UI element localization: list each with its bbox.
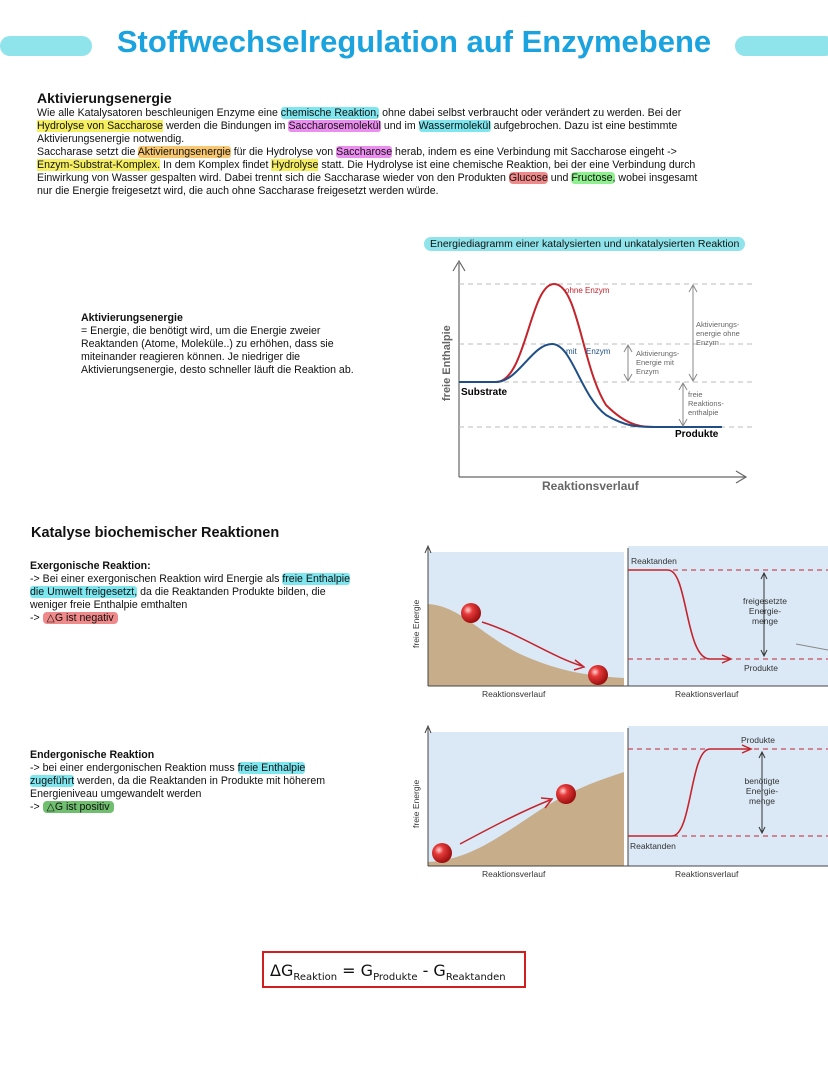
definition-line: miteinander reagieren können. Je niedriger die xyxy=(81,351,301,363)
y-axis-label: freie Enthalpie xyxy=(441,325,453,401)
endergonic-label-reaktanden: Reaktanden xyxy=(630,841,676,851)
ball-reactant xyxy=(461,603,481,623)
endergonic-x-label-right: Reaktionsverlauf xyxy=(675,869,739,879)
badge-dg-negativ: △G ist negativ xyxy=(43,612,118,624)
energy-diagram-title: Energiediagramm einer katalysierten und unkatalysierten Reaktion xyxy=(424,234,745,252)
label-enzym: Enzym xyxy=(586,347,611,356)
anno-mit-line: Aktivierungs- xyxy=(636,349,680,358)
page-title: Stoffwechselregulation auf Enzymebene xyxy=(116,24,712,59)
definition-block xyxy=(81,312,401,377)
highlight-hydrolyse: Hydrolyse von Saccharose xyxy=(37,120,164,132)
highlight-saccharose: Saccharose xyxy=(336,146,393,158)
exergonic-x-label: Reaktionsverlauf xyxy=(482,689,546,699)
label-produkte: Produkte xyxy=(675,429,719,440)
anno-ohne-line: Enzym xyxy=(696,338,719,347)
definition-line: = Energie, die benötigt wird, um die Energie zweier xyxy=(81,325,321,337)
highlight-freie-enthalpie-2: freie Enthalpie xyxy=(237,762,306,774)
definition-heading: Aktivierungsenergie xyxy=(81,312,183,324)
highlight-hydrolyse-2: Hydrolyse xyxy=(271,159,319,171)
definition-line: Aktivierungsenergie, desto schneller läuft die Reaktion ab. xyxy=(81,364,354,376)
exergonic-text: Exergonische Reaktion: -> Bei einer exergonischen Reaktion wird Energie als freie Enthalpie die Umwelt freigesetzt, da die Reaktanden Produkte bilden, die weniger freie Enthalpie emthalten -> △G ist negativ xyxy=(30,560,400,625)
section-heading-katalyse: Katalyse biochemischer Reaktionen xyxy=(31,525,280,541)
exergonic-anno-line: Energie- xyxy=(748,606,782,616)
highlight-saccharosemolekuel: Saccharosemolekül xyxy=(288,120,381,132)
gibbs-formula-box: $\Delta G_{Reaktion} = G_{Produkte} - G_{Reaktanden}$ xyxy=(262,951,526,988)
exergonic-label-reaktanden: Reaktanden xyxy=(631,556,677,566)
endergonic-anno-line: menge xyxy=(749,796,775,806)
anno-ohne-line: Aktivierungs- xyxy=(696,320,740,329)
highlight-chemische-reaktion: chemische Reaktion, xyxy=(280,107,380,119)
section-heading-aktivierungsenergie: Aktivierungsenergie xyxy=(37,90,172,106)
anno-mit-line: Enzym xyxy=(636,367,659,376)
exergonic-panels xyxy=(410,544,828,704)
exergonic-x-label-right: Reaktionsverlauf xyxy=(675,689,739,699)
exergonic-anno-line: freigesetzte xyxy=(743,596,787,606)
endergonic-text: Endergonische Reaktion -> bei einer endergonischen Reaktion muss freie Enthalpie zugeführt werden, da die Reaktanden in Produkte mit höherem Energieniveau umgewandelt werden -> △G ist positiv xyxy=(30,749,400,814)
endergonic-y-label: freie Energie xyxy=(411,779,421,828)
highlight-umwelt-freigesetzt: die Umwelt freigesetzt, xyxy=(30,586,138,598)
highlight-wassermolekuel: Wassermolekül xyxy=(418,120,491,132)
anno-frei-line: freie xyxy=(688,390,703,399)
label-ohne-enzym: ohne Enzym xyxy=(565,286,610,295)
exergonic-heading: Exergonische Reaktion: xyxy=(30,560,151,572)
highlight-zugefuehrt: zugeführt xyxy=(30,775,75,787)
anno-ohne-line: energie ohne xyxy=(696,329,740,338)
definition-line: Reaktanden (Atome, Moleküle..) zu erhöhen, dass sie xyxy=(81,338,334,350)
ball-product-2 xyxy=(556,784,576,804)
endergonic-heading: Endergonische Reaktion xyxy=(30,749,155,761)
exergonic-y-label: freie Energie xyxy=(411,599,421,648)
energy-diagram xyxy=(430,255,760,495)
ball-product xyxy=(588,665,608,685)
anno-frei-line: Reaktions- xyxy=(688,399,724,408)
endergonic-label-produkte: Produkte xyxy=(741,735,776,745)
endergonic-anno-line: Energie- xyxy=(745,786,779,796)
anno-mit-line: Energie mit xyxy=(636,358,674,367)
intro-paragraph: Wie alle Katalysatoren beschleunigen Enzyme eine chemische Reaktion, ohne dabei selbst verbraucht oder verändert zu werden. Bei der Hydrolyse von Saccharose werden die Bindungen im Saccharosemolekül und im Wassermolekül aufgebrochen. Dazu ist eine bestimmte Aktivierungsenergie notwendig. Saccharase setzt die Aktivierungsenergie für die Hydrolyse von Saccharose herab, indem es eine Verbindung mit Saccharose eingeht -> Enzym-Substrat-Komplex. In dem Komplex findet Hydrolyse statt. Die Hydrolyse ist eine chemische Reaktion, bei der eine Verbindung durch Einwirkung von Wasser gespalten wird. Dabei trennt sich die Saccharase wieder von den Produkten Glucose und Fructose, wobei insgesamt nur die Energie freigesetzt wird, die auch ohne Saccharase freigesetzt werden würde. xyxy=(37,107,698,197)
x-axis-label: Reaktionsverlauf xyxy=(542,479,639,493)
highlight-freie-enthalpie: freie Enthalpie xyxy=(282,573,351,585)
ball-reactant-2 xyxy=(432,843,452,863)
badge-dg-positiv: △G ist positiv xyxy=(43,801,114,813)
exergonic-label-produkte: Produkte xyxy=(744,663,779,673)
highlight-fructose: Fructose, xyxy=(571,172,616,184)
highlight-glucose: Glucose xyxy=(508,172,548,184)
endergonic-x-label: Reaktionsverlauf xyxy=(482,869,546,879)
exergonic-energy-panel xyxy=(628,546,828,686)
endergonic-anno-line: benötigte xyxy=(744,776,780,786)
label-substrate: Substrate xyxy=(461,387,508,398)
anno-frei-line: enthalpie xyxy=(688,408,719,417)
exergonic-anno-line: menge xyxy=(752,616,778,626)
highlight-aktivierungsenergie: Aktivierungsenergie xyxy=(137,146,231,158)
label-mit: mit xyxy=(566,347,577,356)
endergonic-panels xyxy=(410,724,828,884)
highlight-enzym-substrat-komplex: Enzym-Substrat-Komplex. xyxy=(37,159,161,171)
